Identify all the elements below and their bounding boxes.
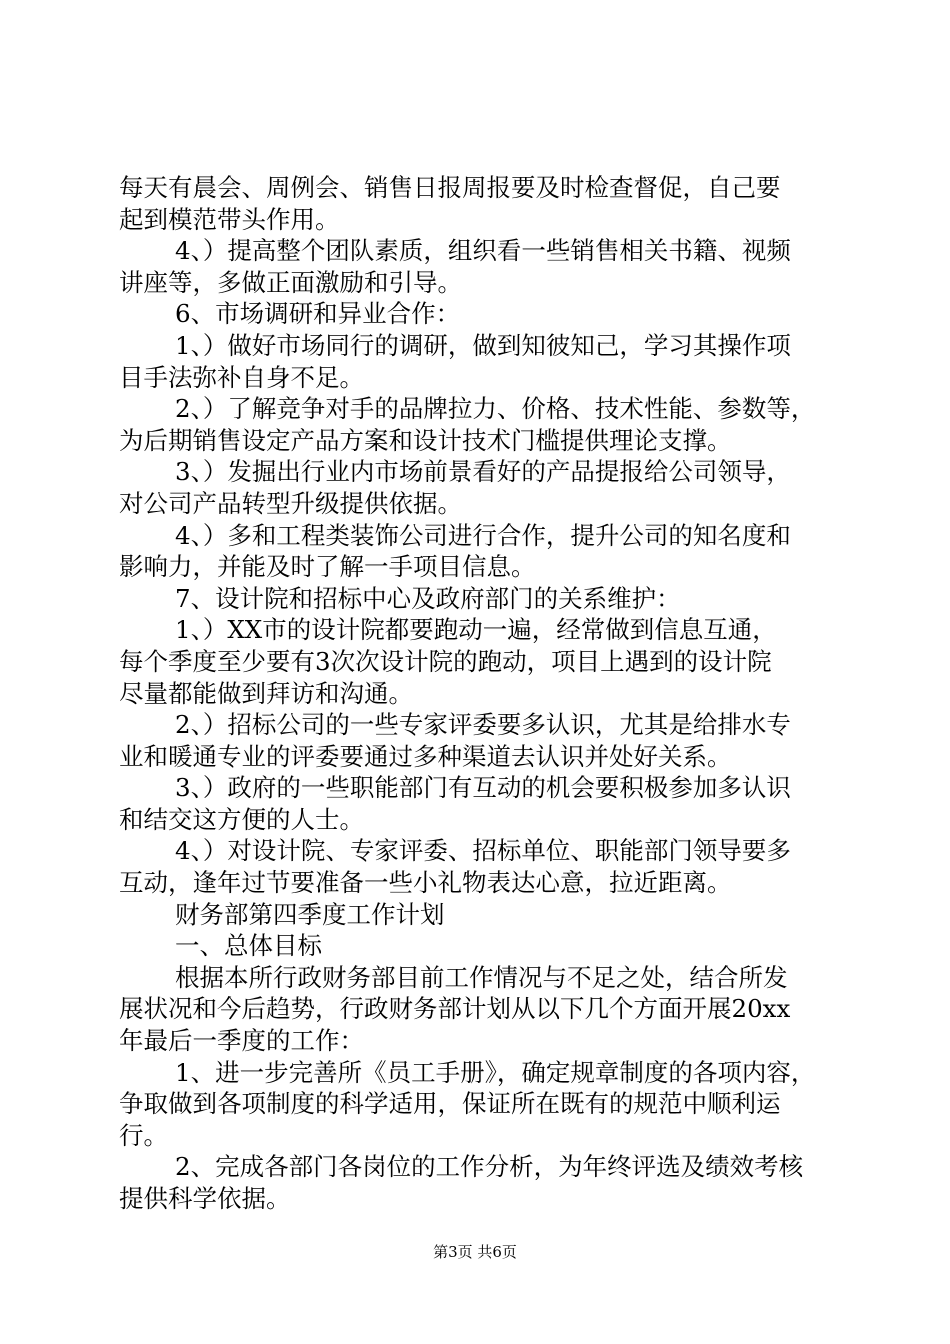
- text-line: 1、）XX市的设计院都要跑动一遍，经常做到信息互通，: [175, 615, 777, 645]
- document-body: [119, 172, 834, 1215]
- text-line: 2、）了解竞争对手的品牌拉力、价格、技术性能、参数等，: [175, 394, 816, 424]
- text-line: 尽量都能做到拜访和沟通。: [119, 678, 413, 708]
- text-line: 目手法弥补自身不足。: [119, 362, 364, 392]
- text-line: 对公司产品转型升级提供依据。: [119, 488, 462, 518]
- text-line: 1、进一步完善所《员工手册》，确定规章制度的各项内容，: [175, 1057, 816, 1087]
- text-line: 财务部第四季度工作计划: [175, 899, 445, 929]
- text-line: 4、）对设计院、专家评委、招标单位、职能部门领导要多: [175, 836, 791, 866]
- text-line: 行。: [119, 1120, 168, 1150]
- text-line: 起到模范带头作用。: [119, 204, 340, 234]
- text-line: 展状况和今后趋势，行政财务部计划从以下几个方面开展20xx: [119, 994, 791, 1024]
- text-line: 提供科学依据。: [119, 1184, 291, 1213]
- text-line: 4、）提高整个团队素质，组织看一些销售相关书籍、视频: [175, 236, 791, 266]
- text-line: 讲座等，多做正面激励和引导。: [119, 267, 462, 297]
- text-line: 7、设计院和招标中心及政府部门的关系维护：: [175, 583, 681, 613]
- text-line: 每天有晨会、周例会、销售日报周报要及时检查督促，自己要: [119, 173, 781, 202]
- text-line: 和结交这方便的人士。: [119, 804, 364, 834]
- text-line: 3、）发掘出行业内市场前景看好的产品提报给公司领导，: [175, 457, 791, 487]
- text-line: 业和暖通专业的评委要通过多种渠道去认识并处好关系。: [119, 741, 732, 771]
- text-line: 每个季度至少要有3次次设计院的跑动，项目上遇到的设计院: [119, 646, 772, 676]
- text-line: 6、市场调研和异业合作：: [175, 299, 461, 329]
- text-line: 为后期销售设定产品方案和设计技术门槛提供理论支撑。: [119, 425, 732, 455]
- text-line: 争取做到各项制度的科学适用，保证所在既有的规范中顺利运: [119, 1089, 781, 1119]
- page-footer: 第3页 共6页: [433, 1243, 517, 1261]
- text-line: 2、完成各部门各岗位的工作分析，为年终评选及绩效考核: [175, 1152, 804, 1182]
- text-line: 4、）多和工程类装饰公司进行合作，提升公司的知名度和: [175, 520, 791, 550]
- text-line: 2、）招标公司的一些专家评委要多认识，尤其是给排水专: [175, 710, 791, 740]
- text-line: 影响力，并能及时了解一手项目信息。: [119, 552, 536, 582]
- text-line: 根据本所行政财务部目前工作情况与不足之处，结合所发: [175, 962, 788, 992]
- text-line: 1、）做好市场同行的调研，做到知彼知己，学习其操作项: [175, 330, 791, 360]
- text-line: 一、总体目标: [175, 931, 322, 961]
- text-line: 互动，逢年过节要准备一些小礼物表达心意，拉近距离。: [119, 868, 732, 898]
- text-line: 3、）政府的一些职能部门有互动的机会要积极参加多认识: [175, 773, 791, 803]
- text-line: 年最后一季度的工作：: [119, 1026, 364, 1056]
